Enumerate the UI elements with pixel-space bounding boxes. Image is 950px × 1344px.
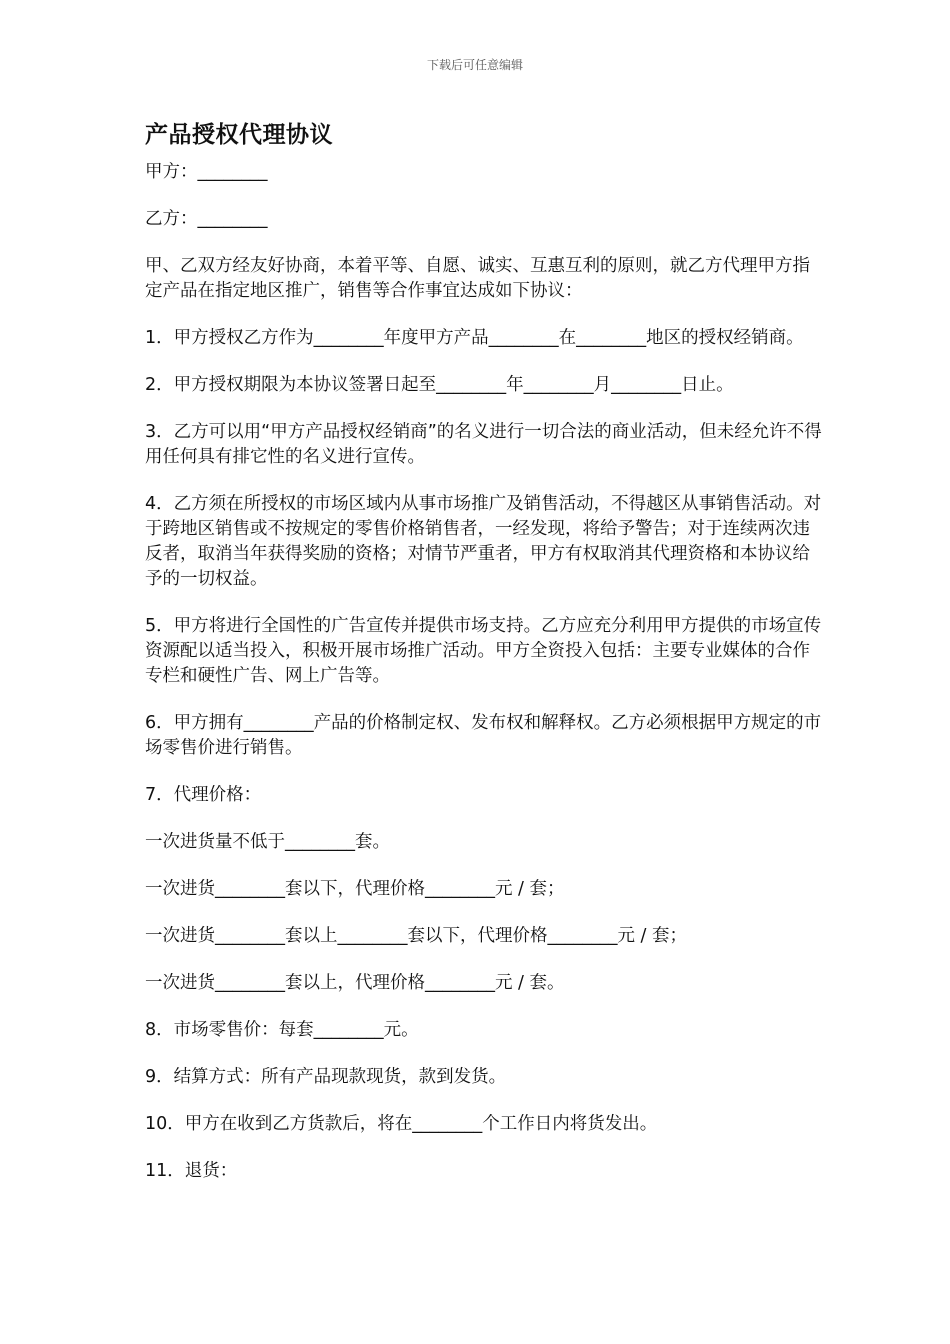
clause-9: 9．结算方式：所有产品现款现货，款到发货。 bbox=[145, 1067, 507, 1087]
clause-3: 3．乙方可以用“甲方产品授权经销商”的名义进行一切合法的商业活动，但未经允许不得用任何具有排它性的名义进行宣传。 bbox=[145, 422, 822, 467]
party-b-line: 乙方：________ bbox=[145, 209, 268, 229]
clause-8: 8．市场零售价：每套________元。 bbox=[145, 1020, 419, 1040]
clause-6: 6．甲方拥有________产品的价格制定权、发布权和解释权。乙方必须根据甲方规定的市场零售价进行销售。 bbox=[145, 713, 822, 758]
price-min-order: 一次进货量不低于________套。 bbox=[145, 832, 390, 852]
header-note: 下载后可任意编辑 bbox=[426, 58, 523, 72]
clause-4: 4．乙方须在所授权的市场区域内从事市场推广及销售活动，不得越区从事销售活动。对于跨地区销售或不按规定的零售价格销售者，一经发现，将给予警告；对于连续两次违反者，取消当年获得奖励的资格；对情节严重者，甲方有权取消其代理资格和本协议给予的一切权益。 bbox=[145, 494, 822, 589]
clause-5: 5．甲方将进行全国性的广告宣传并提供市场支持。乙方应充分利用甲方提供的市场宣传资源配以适当投入，积极开展市场推广活动。甲方全资投入包括：主要专业媒体的合作专栏和硬性广告、网上广告等。 bbox=[145, 616, 822, 686]
price-tier-2: 一次进货________套以上________套以下，代理价格________元 / 套； bbox=[145, 926, 688, 946]
clause-10: 10．甲方在收到乙方货款后，将在________个工作日内将货发出。 bbox=[145, 1114, 658, 1134]
clause-7: 7．代理价格： bbox=[145, 785, 262, 805]
clause-1: 1．甲方授权乙方作为________年度甲方产品________在________地区的授权经销商。 bbox=[145, 328, 804, 348]
party-a-line: 甲方：________ bbox=[145, 162, 268, 182]
document-body bbox=[145, 118, 825, 1206]
clause-11: 11．退货： bbox=[145, 1161, 238, 1181]
clause-2: 2．甲方授权期限为本协议签署日起至________年________月________日止。 bbox=[145, 375, 734, 395]
price-tier-1: 一次进货________套以下，代理价格________元 / 套； bbox=[145, 879, 565, 899]
document-title: 产品授权代理协议 bbox=[145, 122, 333, 148]
price-tier-3: 一次进货________套以上，代理价格________元 / 套。 bbox=[145, 973, 565, 993]
preamble: 甲、乙双方经友好协商，本着平等、自愿、诚实、互惠互利的原则，就乙方代理甲方指定产品在指定地区推广，销售等合作事宜达成如下协议： bbox=[145, 256, 810, 301]
